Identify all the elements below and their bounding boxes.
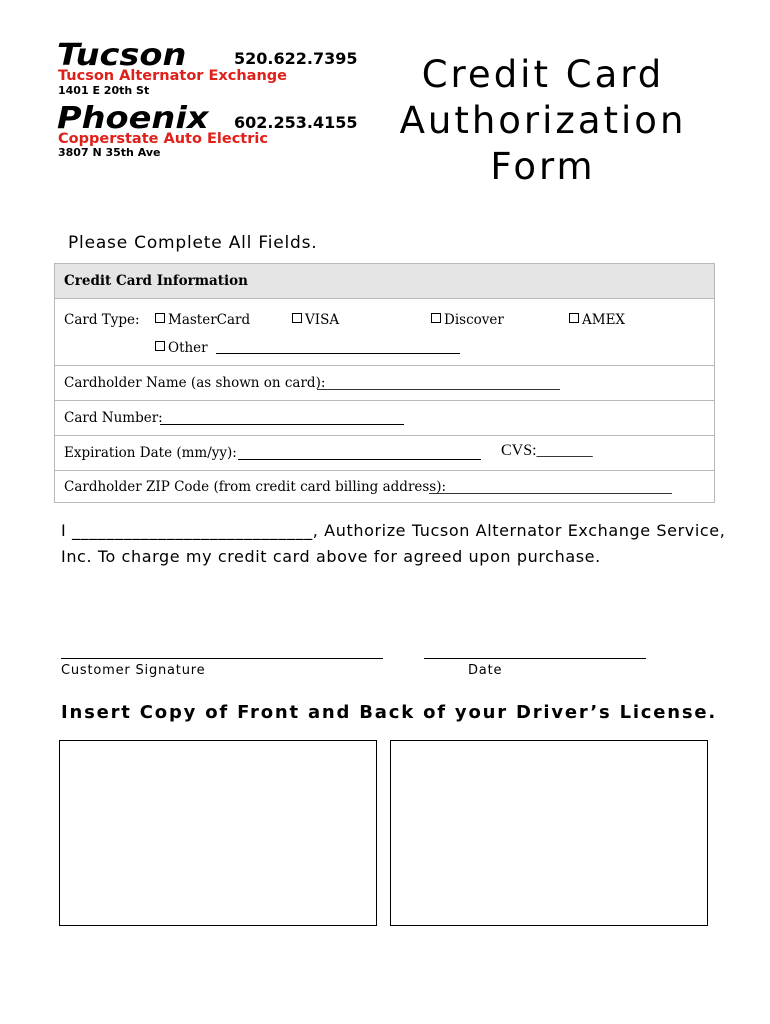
phoenix-city-logo: Phoenix [57,101,209,136]
card-type-row [55,299,714,366]
instruction-text: Please Complete All Fields. [68,233,318,253]
credit-card-info-table [54,263,715,503]
other-field[interactable] [216,353,460,354]
tucson-company: Tucson Alternator Exchange [58,68,287,84]
section-title: Credit Card Information [64,273,248,289]
discover-checkbox[interactable] [431,313,441,323]
license-front-box[interactable] [59,740,377,926]
cvs-field[interactable]: _______ [536,442,593,459]
zip-field[interactable] [429,493,672,494]
other-label: Other [168,340,208,356]
tucson-phone: 520.622.7395 [234,49,358,68]
cardholder-name-label: Cardholder Name (as shown on card): [64,375,326,391]
discover-option[interactable] [431,312,504,328]
mastercard-label: MasterCard [168,312,251,328]
phoenix-address: 3807 N 35th Ave [58,146,161,159]
cardholder-name-row [55,366,714,401]
card-number-row [55,401,714,436]
cardholder-name-field[interactable] [317,389,560,390]
card-number-field[interactable] [160,424,404,425]
discover-label: Discover [444,312,504,328]
table-header [55,264,714,299]
form-title-line-3: Form [490,145,596,188]
expiration-field[interactable] [238,459,481,460]
card-number-label: Card Number: [64,410,163,426]
card-type-label: Card Type: [64,312,140,328]
zip-row [55,471,714,502]
amex-option[interactable] [569,312,625,328]
cvs-label [501,442,593,460]
customer-signature-label: Customer Signature [61,663,206,678]
cvs-label-text: CVS: [501,442,537,459]
visa-option[interactable] [292,312,339,328]
expiration-label: Expiration Date (mm/yy): [64,445,237,461]
license-title: Insert Copy of Front and Back of your Driver’s License. [61,702,718,723]
customer-signature-line[interactable] [61,658,383,659]
phoenix-company: Copperstate Auto Electric [58,131,268,147]
authorization-statement: I ____________________________, Authorize Tucson Alternator Exchange Service, Inc. To charge my credit card above for agreed upon purchase. [61,521,726,566]
amex-label: AMEX [582,312,626,328]
other-option[interactable] [155,340,208,356]
date-line[interactable] [424,658,646,659]
mastercard-checkbox[interactable] [155,313,165,323]
visa-label: VISA [305,312,340,328]
license-back-box[interactable] [390,740,708,926]
other-checkbox[interactable] [155,341,165,351]
form-title [383,52,703,190]
tucson-address: 1401 E 20th St [58,84,150,97]
phoenix-phone: 602.253.4155 [234,113,358,132]
form-title-line-1: Credit Card [421,53,665,96]
visa-checkbox[interactable] [292,313,302,323]
amex-checkbox[interactable] [569,313,579,323]
zip-label: Cardholder ZIP Code (from credit card billing address): [64,479,447,495]
date-label: Date [468,663,503,678]
mastercard-option[interactable] [155,312,250,328]
tucson-city-logo: Tucson [57,38,187,73]
expiration-row [55,436,714,471]
form-title-line-2: Authorization [399,99,687,142]
